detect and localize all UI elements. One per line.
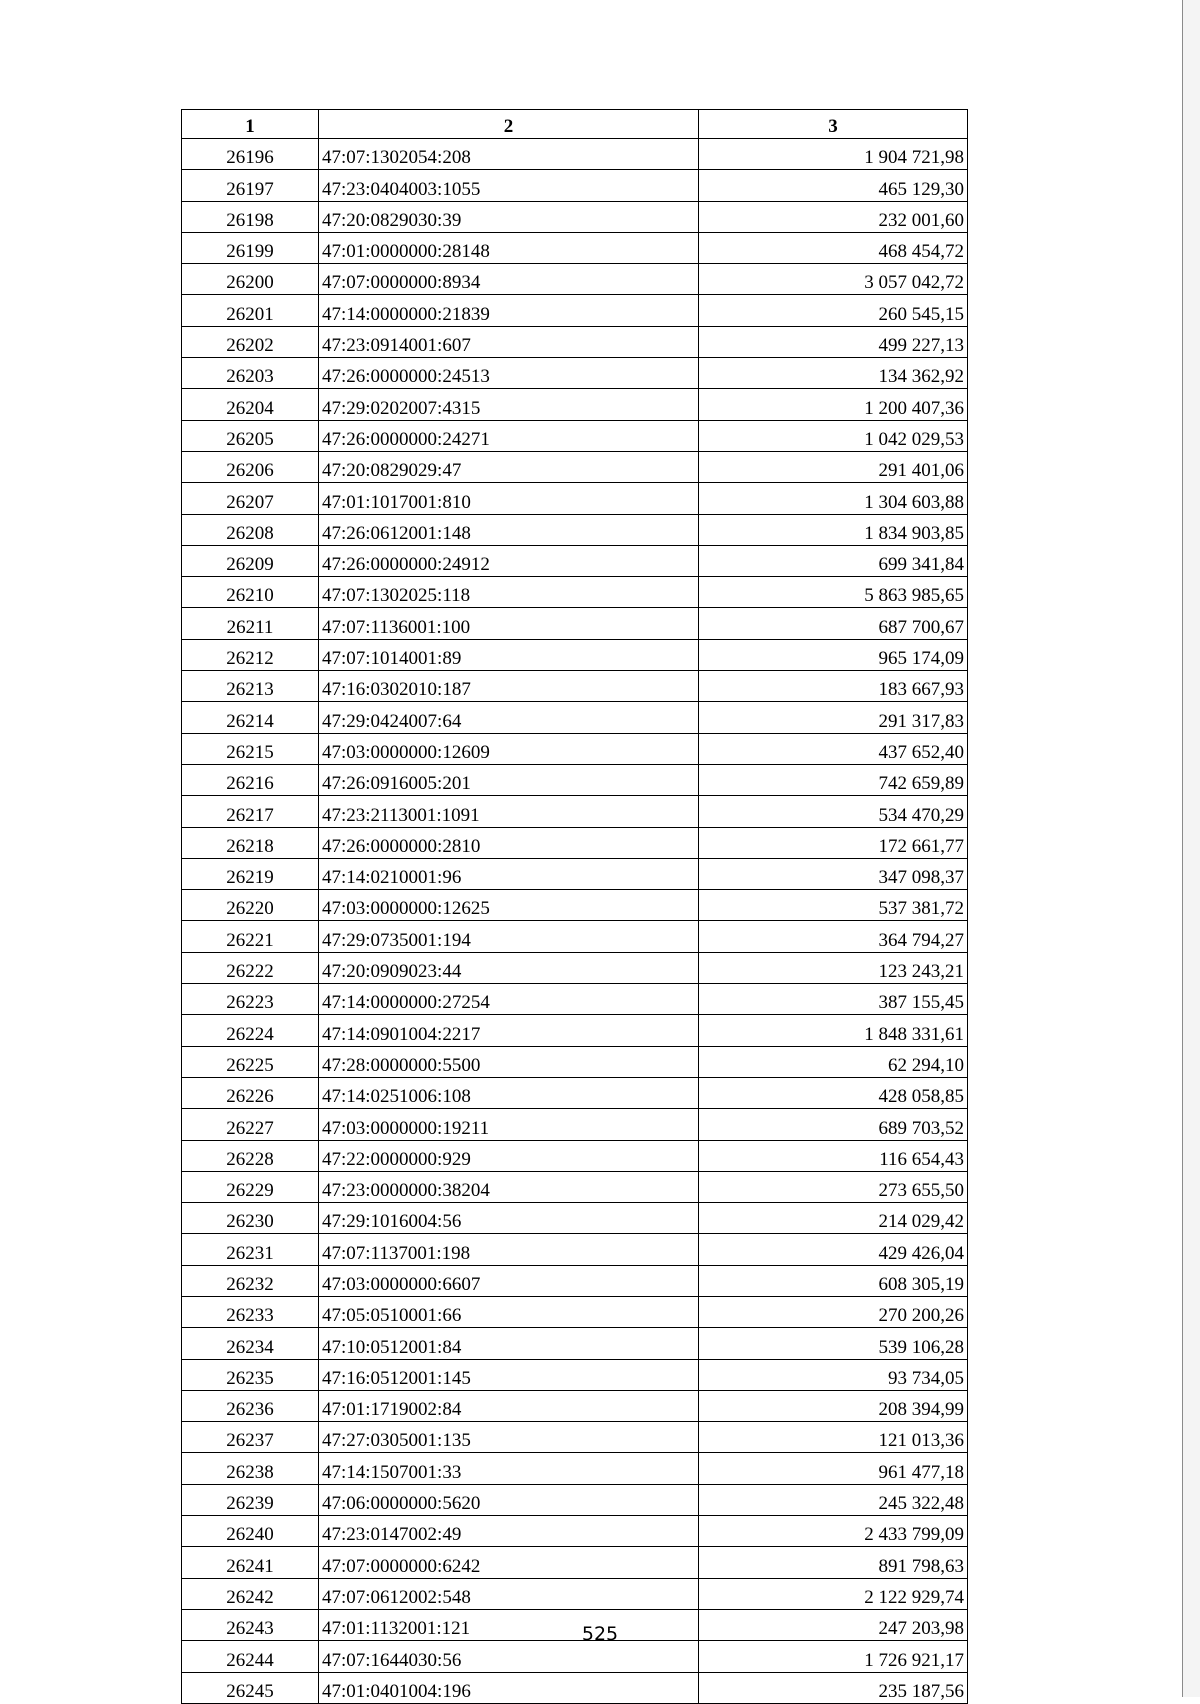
row-number-cell: 26226 <box>182 1077 319 1108</box>
cadastral-number-cell: 47:26:0612001:148 <box>319 514 699 545</box>
row-number-cell: 26233 <box>182 1296 319 1327</box>
cadastral-value-cell: 235 187,56 <box>699 1672 968 1703</box>
row-number-cell: 26204 <box>182 389 319 420</box>
row-number-cell: 26210 <box>182 577 319 608</box>
row-number-cell: 26234 <box>182 1328 319 1359</box>
cadastral-value-cell: 1 200 407,36 <box>699 389 968 420</box>
cadastral-number-cell: 47:20:0829030:39 <box>319 201 699 232</box>
row-number-cell: 26238 <box>182 1453 319 1484</box>
cadastral-value-cell: 537 381,72 <box>699 890 968 921</box>
table-body <box>182 139 968 1704</box>
cadastral-value-cell: 1 304 603,88 <box>699 483 968 514</box>
table-row <box>182 295 968 326</box>
cadastral-value-cell: 1 726 921,17 <box>699 1641 968 1672</box>
table-header <box>182 110 968 139</box>
table-row <box>182 1171 968 1202</box>
table-row <box>182 264 968 295</box>
table-row <box>182 1077 968 1108</box>
cadastral-number-cell: 47:07:0000000:6242 <box>319 1547 699 1578</box>
cadastral-number-cell: 47:26:0000000:2810 <box>319 827 699 858</box>
row-number-cell: 26223 <box>182 984 319 1015</box>
cadastral-value-cell: 172 661,77 <box>699 827 968 858</box>
table-row <box>182 1422 968 1453</box>
table-row <box>182 232 968 263</box>
table-row <box>182 733 968 764</box>
cadastral-value-cell: 689 703,52 <box>699 1109 968 1140</box>
table-row <box>182 1328 968 1359</box>
table-row <box>182 984 968 1015</box>
cadastral-number-cell: 47:20:0909023:44 <box>319 952 699 983</box>
table-row <box>182 1046 968 1077</box>
cadastral-number-cell: 47:01:1017001:810 <box>319 483 699 514</box>
row-number-cell: 26196 <box>182 139 319 170</box>
row-number-cell: 26217 <box>182 796 319 827</box>
table-row <box>182 1641 968 1672</box>
cadastral-value-cell: 273 655,50 <box>699 1171 968 1202</box>
cadastral-value-cell: 232 001,60 <box>699 201 968 232</box>
table-row <box>182 170 968 201</box>
cadastral-value-cell: 247 203,98 <box>699 1609 968 1640</box>
table-row <box>182 420 968 451</box>
row-number-cell: 26216 <box>182 764 319 795</box>
cadastral-value-cell: 429 426,04 <box>699 1234 968 1265</box>
row-number-cell: 26245 <box>182 1672 319 1703</box>
cadastral-number-cell: 47:01:0000000:28148 <box>319 232 699 263</box>
cadastral-value-cell: 961 477,18 <box>699 1453 968 1484</box>
cadastral-number-cell: 47:14:1507001:33 <box>319 1453 699 1484</box>
row-number-cell: 26229 <box>182 1171 319 1202</box>
table-row <box>182 1484 968 1515</box>
cadastral-number-cell: 47:23:0404003:1055 <box>319 170 699 201</box>
row-number-cell: 26227 <box>182 1109 319 1140</box>
table-row <box>182 1578 968 1609</box>
cadastral-number-cell: 47:20:0829029:47 <box>319 451 699 482</box>
cadastral-number-cell: 47:26:0000000:24513 <box>319 358 699 389</box>
row-number-cell: 26228 <box>182 1140 319 1171</box>
cadastral-value-cell: 183 667,93 <box>699 671 968 702</box>
cadastral-value-cell: 742 659,89 <box>699 764 968 795</box>
table-row <box>182 358 968 389</box>
cadastral-value-cell: 1 834 903,85 <box>699 514 968 545</box>
row-number-cell: 26209 <box>182 545 319 576</box>
cadastral-value-cell: 387 155,45 <box>699 984 968 1015</box>
table-row <box>182 483 968 514</box>
cadastral-number-cell: 47:01:1132001:121 <box>319 1609 699 1640</box>
row-number-cell: 26197 <box>182 170 319 201</box>
row-number-cell: 26218 <box>182 827 319 858</box>
cadastral-number-cell: 47:23:2113001:1091 <box>319 796 699 827</box>
cadastral-value-cell: 1 042 029,53 <box>699 420 968 451</box>
cadastral-value-cell: 116 654,43 <box>699 1140 968 1171</box>
cadastral-number-cell: 47:14:0000000:27254 <box>319 984 699 1015</box>
cadastral-number-cell: 47:28:0000000:5500 <box>319 1046 699 1077</box>
cadastral-number-cell: 47:16:0302010:187 <box>319 671 699 702</box>
cadastral-value-cell: 291 401,06 <box>699 451 968 482</box>
row-number-cell: 26230 <box>182 1203 319 1234</box>
column-header-2: 2 <box>319 110 699 139</box>
cadastral-value-cell: 3 057 042,72 <box>699 264 968 295</box>
row-number-cell: 26198 <box>182 201 319 232</box>
cadastral-number-cell: 47:03:0000000:19211 <box>319 1109 699 1140</box>
row-number-cell: 26208 <box>182 514 319 545</box>
row-number-cell: 26211 <box>182 608 319 639</box>
cadastral-value-cell: 245 322,48 <box>699 1484 968 1515</box>
cadastral-number-cell: 47:14:0210001:96 <box>319 858 699 889</box>
cadastral-number-cell: 47:29:1016004:56 <box>319 1203 699 1234</box>
table-row <box>182 201 968 232</box>
cadastral-number-cell: 47:23:0147002:49 <box>319 1516 699 1547</box>
cadastral-value-cell: 291 317,83 <box>699 702 968 733</box>
table-row <box>182 326 968 357</box>
row-number-cell: 26202 <box>182 326 319 357</box>
table-row <box>182 890 968 921</box>
cadastral-value-cell: 208 394,99 <box>699 1390 968 1421</box>
cadastral-number-cell: 47:05:0510001:66 <box>319 1296 699 1327</box>
page-number: 525 <box>581 1623 619 1645</box>
cadastral-value-cell: 62 294,10 <box>699 1046 968 1077</box>
table-row <box>182 1203 968 1234</box>
table-row <box>182 1296 968 1327</box>
table-row <box>182 545 968 576</box>
cadastral-value-cell: 260 545,15 <box>699 295 968 326</box>
row-number-cell: 26215 <box>182 733 319 764</box>
cadastral-number-cell: 47:01:1719002:84 <box>319 1390 699 1421</box>
row-number-cell: 26206 <box>182 451 319 482</box>
row-number-cell: 26200 <box>182 264 319 295</box>
table-row <box>182 671 968 702</box>
table-row <box>182 764 968 795</box>
table-row <box>182 1453 968 1484</box>
cadastral-value-cell: 2 433 799,09 <box>699 1516 968 1547</box>
table-row <box>182 608 968 639</box>
cadastral-number-cell: 47:22:0000000:929 <box>319 1140 699 1171</box>
cadastral-value-cell: 134 362,92 <box>699 358 968 389</box>
column-header-1: 1 <box>182 110 319 139</box>
row-number-cell: 26241 <box>182 1547 319 1578</box>
cadastral-number-cell: 47:23:0000000:38204 <box>319 1171 699 1202</box>
table-row <box>182 451 968 482</box>
cadastral-number-cell: 47:03:0000000:12609 <box>319 733 699 764</box>
row-number-cell: 26220 <box>182 890 319 921</box>
cadastral-value-cell: 214 029,42 <box>699 1203 968 1234</box>
row-number-cell: 26221 <box>182 921 319 952</box>
cadastral-value-cell: 364 794,27 <box>699 921 968 952</box>
cadastral-value-cell: 437 652,40 <box>699 733 968 764</box>
cadastral-number-cell: 47:10:0512001:84 <box>319 1328 699 1359</box>
row-number-cell: 26212 <box>182 639 319 670</box>
cadastral-number-cell: 47:01:0401004:196 <box>319 1672 699 1703</box>
table-row <box>182 702 968 733</box>
cadastral-number-cell: 47:07:1644030:56 <box>319 1641 699 1672</box>
row-number-cell: 26237 <box>182 1422 319 1453</box>
column-header-3: 3 <box>699 110 968 139</box>
row-number-cell: 26235 <box>182 1359 319 1390</box>
cadastral-value-cell: 123 243,21 <box>699 952 968 983</box>
table-row <box>182 1265 968 1296</box>
table-row <box>182 639 968 670</box>
table-row <box>182 1140 968 1171</box>
cadastral-value-cell: 270 200,26 <box>699 1296 968 1327</box>
cadastral-value-cell: 965 174,09 <box>699 639 968 670</box>
cadastral-number-cell: 47:29:0424007:64 <box>319 702 699 733</box>
cadastral-number-cell: 47:06:0000000:5620 <box>319 1484 699 1515</box>
cadastral-number-cell: 47:07:1302025:118 <box>319 577 699 608</box>
cadastral-value-cell: 534 470,29 <box>699 796 968 827</box>
row-number-cell: 26207 <box>182 483 319 514</box>
cadastral-number-cell: 47:26:0000000:24912 <box>319 545 699 576</box>
row-number-cell: 26214 <box>182 702 319 733</box>
row-number-cell: 26219 <box>182 858 319 889</box>
row-number-cell: 26243 <box>182 1609 319 1640</box>
cadastral-value-cell: 5 863 985,65 <box>699 577 968 608</box>
table-row <box>182 1547 968 1578</box>
row-number-cell: 26203 <box>182 358 319 389</box>
row-number-cell: 26239 <box>182 1484 319 1515</box>
cadastral-value-cell: 1 904 721,98 <box>699 139 968 170</box>
page-edge <box>1182 0 1200 1697</box>
row-number-cell: 26236 <box>182 1390 319 1421</box>
cadastral-number-cell: 47:29:0202007:4315 <box>319 389 699 420</box>
cadastral-number-cell: 47:26:0916005:201 <box>319 764 699 795</box>
table-row <box>182 1516 968 1547</box>
row-number-cell: 26232 <box>182 1265 319 1296</box>
cadastral-number-cell: 47:16:0512001:145 <box>319 1359 699 1390</box>
row-number-cell: 26201 <box>182 295 319 326</box>
cadastral-number-cell: 47:07:1014001:89 <box>319 639 699 670</box>
cadastral-number-cell: 47:14:0000000:21839 <box>319 295 699 326</box>
cadastral-number-cell: 47:14:0901004:2217 <box>319 1015 699 1046</box>
row-number-cell: 26213 <box>182 671 319 702</box>
cadastral-number-cell: 47:14:0251006:108 <box>319 1077 699 1108</box>
cadastral-value-cell: 428 058,85 <box>699 1077 968 1108</box>
row-number-cell: 26244 <box>182 1641 319 1672</box>
cadastral-value-cell: 699 341,84 <box>699 545 968 576</box>
cadastral-value-cell: 608 305,19 <box>699 1265 968 1296</box>
cadastral-number-cell: 47:07:1136001:100 <box>319 608 699 639</box>
cadastral-value-cell: 539 106,28 <box>699 1328 968 1359</box>
cadastral-number-cell: 47:07:0000000:8934 <box>319 264 699 295</box>
table-row <box>182 1015 968 1046</box>
cadastral-value-cell: 891 798,63 <box>699 1547 968 1578</box>
header-row <box>182 110 968 139</box>
cadastral-number-cell: 47:07:0612002:548 <box>319 1578 699 1609</box>
table-row <box>182 139 968 170</box>
cadastral-value-cell: 347 098,37 <box>699 858 968 889</box>
cadastral-value-cell: 1 848 331,61 <box>699 1015 968 1046</box>
table-row <box>182 1109 968 1140</box>
table-row <box>182 1672 968 1703</box>
cadastral-number-cell: 47:03:0000000:12625 <box>319 890 699 921</box>
cadastral-value-cell: 2 122 929,74 <box>699 1578 968 1609</box>
cadastral-number-cell: 47:26:0000000:24271 <box>319 420 699 451</box>
row-number-cell: 26199 <box>182 232 319 263</box>
row-number-cell: 26231 <box>182 1234 319 1265</box>
row-number-cell: 26240 <box>182 1516 319 1547</box>
table-row <box>182 1359 968 1390</box>
cadastral-value-cell: 499 227,13 <box>699 326 968 357</box>
cadastral-value-cell: 465 129,30 <box>699 170 968 201</box>
row-number-cell: 26222 <box>182 952 319 983</box>
row-number-cell: 26205 <box>182 420 319 451</box>
table-row <box>182 827 968 858</box>
cadastral-value-cell: 93 734,05 <box>699 1359 968 1390</box>
cadastral-number-cell: 47:23:0914001:607 <box>319 326 699 357</box>
cadastral-number-cell: 47:07:1302054:208 <box>319 139 699 170</box>
row-number-cell: 26242 <box>182 1578 319 1609</box>
row-number-cell: 26225 <box>182 1046 319 1077</box>
cadastral-number-cell: 47:03:0000000:6607 <box>319 1265 699 1296</box>
table-row <box>182 1390 968 1421</box>
table-row <box>182 858 968 889</box>
row-number-cell: 26224 <box>182 1015 319 1046</box>
data-table <box>181 109 968 1704</box>
cadastral-value-cell: 121 013,36 <box>699 1422 968 1453</box>
cadastral-number-cell: 47:07:1137001:198 <box>319 1234 699 1265</box>
cadastral-number-cell: 47:29:0735001:194 <box>319 921 699 952</box>
table-row <box>182 921 968 952</box>
table-row <box>182 952 968 983</box>
cadastral-value-cell: 687 700,67 <box>699 608 968 639</box>
cadastral-number-cell: 47:27:0305001:135 <box>319 1422 699 1453</box>
table-row <box>182 577 968 608</box>
table-row <box>182 1234 968 1265</box>
table-row <box>182 389 968 420</box>
cadastral-value-cell: 468 454,72 <box>699 232 968 263</box>
table-row <box>182 514 968 545</box>
table-row <box>182 796 968 827</box>
